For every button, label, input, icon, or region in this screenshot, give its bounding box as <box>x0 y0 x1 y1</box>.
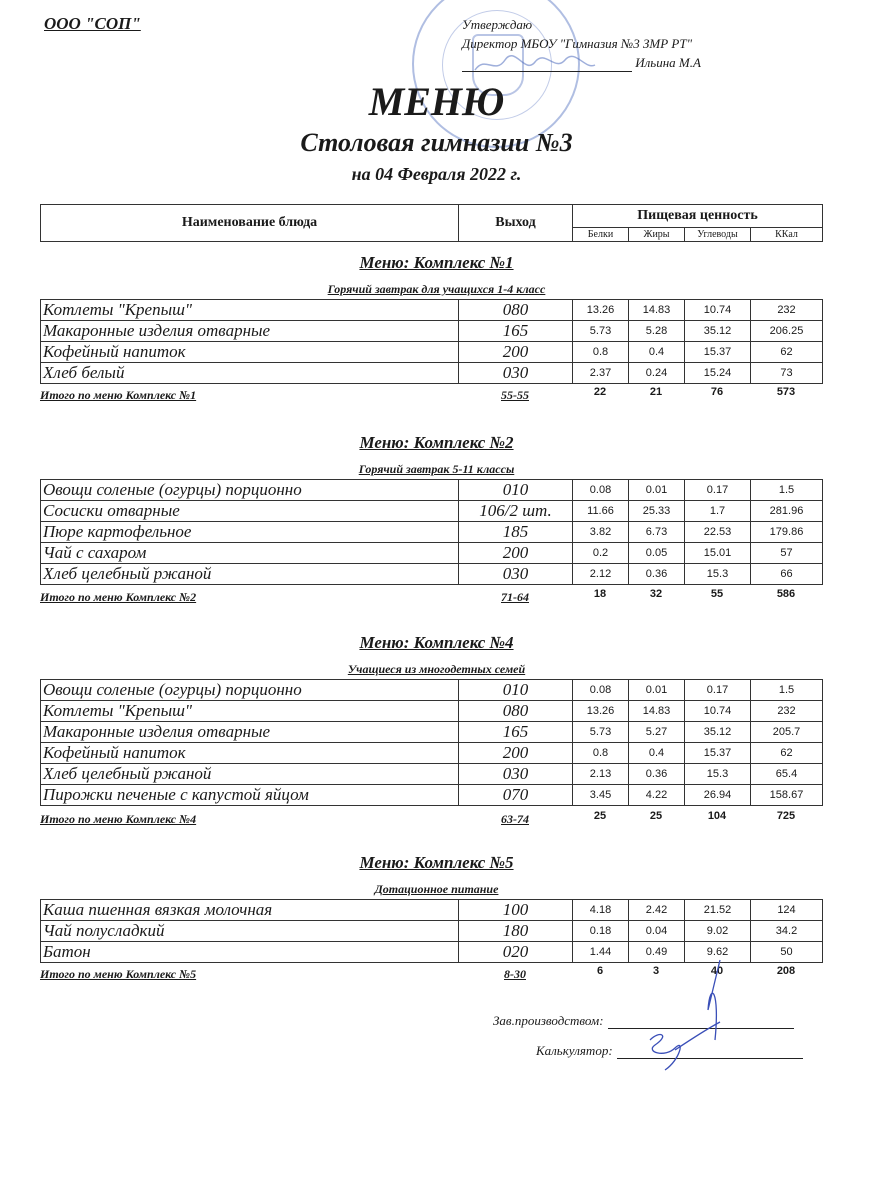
table-row <box>41 480 823 501</box>
total-label: Итого по меню Комплекс №4 <box>40 811 197 826</box>
dish-carbs: 10.74 <box>685 701 751 722</box>
dish-carbs: 9.62 <box>685 942 751 963</box>
total-protein: 22 <box>593 386 607 399</box>
dish-protein: 3.45 <box>573 785 629 806</box>
dish-name: Хлеб целебный ржаной <box>41 564 459 585</box>
table-row <box>41 701 823 722</box>
dish-name: Чай полусладкий <box>41 921 459 942</box>
dish-output: 180 <box>459 921 573 942</box>
dish-carbs: 15.3 <box>685 564 751 585</box>
total-fat: 21 <box>649 386 663 399</box>
dish-protein: 5.73 <box>573 321 629 342</box>
dish-name: Чай с сахаром <box>41 543 459 564</box>
dish-fat: 0.36 <box>629 764 685 785</box>
dish-carbs: 26.94 <box>685 785 751 806</box>
dish-name: Макаронные изделия отварные <box>41 321 459 342</box>
dish-output: 010 <box>459 680 573 701</box>
dish-protein: 3.82 <box>573 522 629 543</box>
section-total <box>40 590 822 608</box>
dish-protein: 0.2 <box>573 543 629 564</box>
section-subtitle: Дотационное питание <box>374 882 499 896</box>
dish-name: Батон <box>41 942 459 963</box>
header-carbs: Углеводы <box>685 228 751 242</box>
dish-output: 020 <box>459 942 573 963</box>
header-dish: Наименование блюда <box>41 205 459 242</box>
dish-name: Макаронные изделия отварные <box>41 722 459 743</box>
dish-kcal: 158.67 <box>751 785 823 806</box>
dish-carbs: 10.74 <box>685 300 751 321</box>
dish-protein: 0.08 <box>573 480 629 501</box>
dish-output: 165 <box>459 321 573 342</box>
dish-carbs: 0.17 <box>685 680 751 701</box>
total-fat: 25 <box>649 809 663 822</box>
dish-name: Овощи соленые (огурцы) порционно <box>41 480 459 501</box>
column-header-table <box>40 204 823 242</box>
dish-output: 070 <box>459 785 573 806</box>
dish-output: 185 <box>459 522 573 543</box>
total-kcal: 573 <box>776 386 796 399</box>
dish-carbs: 35.12 <box>685 321 751 342</box>
dish-fat: 4.22 <box>629 785 685 806</box>
header-output: Выход <box>459 205 573 242</box>
total-carbs: 104 <box>707 809 727 822</box>
dish-fat: 0.04 <box>629 921 685 942</box>
dish-fat: 5.27 <box>629 722 685 743</box>
total-carbs: 76 <box>710 386 724 399</box>
header-protein: Белки <box>573 228 629 242</box>
dish-name: Хлеб белый <box>41 363 459 384</box>
total-price: 55-55 <box>501 388 529 403</box>
dish-protein: 5.73 <box>573 722 629 743</box>
dish-fat: 6.73 <box>629 522 685 543</box>
total-protein: 18 <box>593 588 607 600</box>
dish-fat: 5.28 <box>629 321 685 342</box>
table-row <box>41 321 823 342</box>
table-row <box>41 342 823 363</box>
total-label: Итого по меню Комплекс №1 <box>40 388 197 403</box>
approve-label: Утверждаю <box>462 17 533 32</box>
dish-kcal: 57 <box>751 543 823 564</box>
dish-output: 165 <box>459 722 573 743</box>
total-price: 8-30 <box>504 966 526 981</box>
dish-kcal: 50 <box>751 942 823 963</box>
dish-fat: 0.49 <box>629 942 685 963</box>
company-name: ООО "СОП" <box>44 14 141 33</box>
dish-name: Кофейный напиток <box>41 342 459 363</box>
page-title: МЕНЮ <box>368 79 505 124</box>
dish-output: 080 <box>459 701 573 722</box>
total-price: 71-64 <box>501 590 529 604</box>
dish-kcal: 65.4 <box>751 764 823 785</box>
total-kcal: 725 <box>776 809 796 822</box>
section-title: Меню: Комплекс №5 <box>359 853 514 872</box>
total-kcal: 586 <box>776 588 796 600</box>
dish-carbs: 1.7 <box>685 501 751 522</box>
dish-carbs: 0.17 <box>685 480 751 501</box>
dish-kcal: 66 <box>751 564 823 585</box>
dish-protein: 0.18 <box>573 921 629 942</box>
menu-table <box>40 679 823 806</box>
total-kcal: 208 <box>776 964 796 977</box>
dish-output: 200 <box>459 543 573 564</box>
table-row <box>41 300 823 321</box>
table-row <box>41 785 823 806</box>
dish-protein: 2.37 <box>573 363 629 384</box>
dish-fat: 0.36 <box>629 564 685 585</box>
table-row <box>41 543 823 564</box>
dish-carbs: 15.37 <box>685 743 751 764</box>
table-row <box>41 900 823 921</box>
dish-protein: 11.66 <box>573 501 629 522</box>
dish-fat: 14.83 <box>629 701 685 722</box>
dish-name: Сосиски отварные <box>41 501 459 522</box>
dish-fat: 0.4 <box>629 743 685 764</box>
dish-name: Пюре картофельное <box>41 522 459 543</box>
section-title: Меню: Комплекс №4 <box>359 633 514 652</box>
dish-kcal: 1.5 <box>751 680 823 701</box>
page-subtitle: Столовая гимназии №3 <box>300 128 573 157</box>
director-title: Директор МБОУ "Гимназия №3 ЗМР РТ" <box>462 36 693 51</box>
dish-kcal: 205.7 <box>751 722 823 743</box>
table-row <box>41 921 823 942</box>
dish-fat: 0.05 <box>629 543 685 564</box>
dish-kcal: 73 <box>751 363 823 384</box>
dish-protein: 2.13 <box>573 764 629 785</box>
total-fat: 3 <box>652 964 660 977</box>
table-row <box>41 743 823 764</box>
dish-kcal: 206.25 <box>751 321 823 342</box>
dish-kcal: 62 <box>751 342 823 363</box>
dish-kcal: 232 <box>751 300 823 321</box>
dish-carbs: 22.53 <box>685 522 751 543</box>
dish-fat: 25.33 <box>629 501 685 522</box>
table-row <box>41 564 823 585</box>
dish-name: Хлеб целебный ржаной <box>41 764 459 785</box>
dish-name: Котлеты "Крепыш" <box>41 300 459 321</box>
dish-output: 200 <box>459 342 573 363</box>
section-total <box>40 388 822 406</box>
total-carbs: 40 <box>710 964 724 977</box>
total-price: 63-74 <box>501 811 529 826</box>
header-kcal: ККал <box>751 228 823 242</box>
total-protein: 6 <box>596 964 604 977</box>
dish-carbs: 35.12 <box>685 722 751 743</box>
total-label: Итого по меню Комплекс №5 <box>40 966 197 981</box>
page-date: на 04 Февраля 2022 г. <box>351 164 522 184</box>
dish-protein: 13.26 <box>573 701 629 722</box>
calculator-label: Калькулятор: <box>536 1043 613 1058</box>
table-row <box>41 363 823 384</box>
dish-protein: 13.26 <box>573 300 629 321</box>
dish-output: 200 <box>459 743 573 764</box>
dish-protein: 2.12 <box>573 564 629 585</box>
dish-output: 030 <box>459 564 573 585</box>
header-nutrition: Пищевая ценность <box>573 205 823 228</box>
dish-kcal: 232 <box>751 701 823 722</box>
director-name: Ильина М.А <box>635 55 701 70</box>
dish-output: 100 <box>459 900 573 921</box>
dish-protein: 4.18 <box>573 900 629 921</box>
dish-carbs: 15.01 <box>685 543 751 564</box>
handwritten-signature <box>620 950 730 1080</box>
dish-protein: 0.8 <box>573 342 629 363</box>
dish-output: 030 <box>459 764 573 785</box>
dish-kcal: 281.96 <box>751 501 823 522</box>
dish-output: 080 <box>459 300 573 321</box>
dish-name: Котлеты "Крепыш" <box>41 701 459 722</box>
section-total <box>40 809 822 830</box>
dish-output: 106/2 шт. <box>459 501 573 522</box>
section-title: Меню: Комплекс №2 <box>359 433 514 452</box>
dish-fat: 14.83 <box>629 300 685 321</box>
section-title: Меню: Комплекс №1 <box>359 253 514 272</box>
section-subtitle: Горячий завтрак 5-11 классы <box>358 462 515 476</box>
dish-output: 030 <box>459 363 573 384</box>
director-signature-scribble <box>470 50 600 80</box>
total-carbs: 55 <box>710 588 724 600</box>
dish-protein: 0.08 <box>573 680 629 701</box>
total-protein: 25 <box>593 809 607 822</box>
dish-name: Каша пшенная вязкая молочная <box>41 900 459 921</box>
dish-fat: 0.01 <box>629 680 685 701</box>
dish-carbs: 15.37 <box>685 342 751 363</box>
header-fat: Жиры <box>629 228 685 242</box>
dish-carbs: 15.24 <box>685 363 751 384</box>
dish-fat: 2.42 <box>629 900 685 921</box>
table-row <box>41 522 823 543</box>
table-row <box>41 722 823 743</box>
table-row <box>41 501 823 522</box>
menu-table <box>40 479 823 585</box>
dish-kcal: 124 <box>751 900 823 921</box>
dish-protein: 0.8 <box>573 743 629 764</box>
dish-name: Кофейный напиток <box>41 743 459 764</box>
menu-table <box>40 299 823 384</box>
section-subtitle: Учащиеся из многодетных семей <box>347 662 526 676</box>
dish-kcal: 62 <box>751 743 823 764</box>
dish-name: Овощи соленые (огурцы) порционно <box>41 680 459 701</box>
dish-kcal: 34.2 <box>751 921 823 942</box>
dish-name: Пирожки печеные с капустой яйцом <box>41 785 459 806</box>
dish-output: 010 <box>459 480 573 501</box>
dish-carbs: 9.02 <box>685 921 751 942</box>
dish-kcal: 179.86 <box>751 522 823 543</box>
dish-fat: 0.4 <box>629 342 685 363</box>
section-subtitle: Горячий завтрак для учащихся 1-4 класс <box>327 282 546 296</box>
dish-protein: 1.44 <box>573 942 629 963</box>
dish-fat: 0.01 <box>629 480 685 501</box>
dish-carbs: 21.52 <box>685 900 751 921</box>
total-label: Итого по меню Комплекс №2 <box>40 590 197 604</box>
table-row <box>41 680 823 701</box>
production-head-label: Зав.производством: <box>493 1013 604 1028</box>
dish-fat: 0.24 <box>629 363 685 384</box>
dish-carbs: 15.3 <box>685 764 751 785</box>
dish-kcal: 1.5 <box>751 480 823 501</box>
table-row <box>41 764 823 785</box>
total-fat: 32 <box>649 588 663 600</box>
